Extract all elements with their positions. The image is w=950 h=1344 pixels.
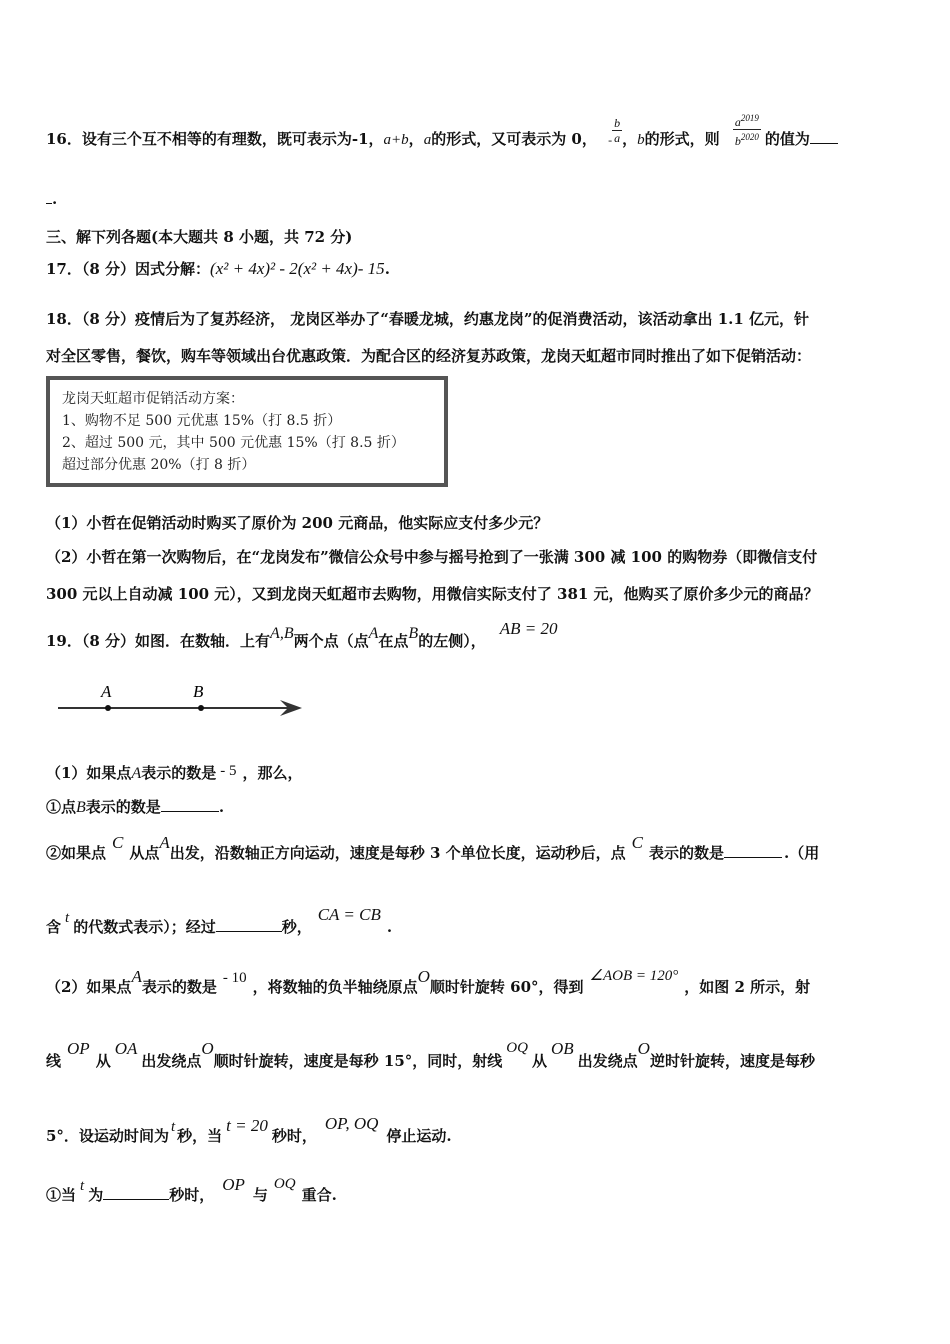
q19-p3-a: 线 bbox=[46, 1052, 62, 1070]
q16-answer-blank[interactable] bbox=[810, 143, 838, 144]
q19-t3: 的左侧）， bbox=[418, 632, 486, 650]
q16-frac-den: a bbox=[614, 130, 621, 145]
q16-prefix: 16．设有三个互不相等的有理数，既可表示为-1， bbox=[46, 130, 384, 148]
point-a-label: A bbox=[101, 682, 112, 701]
q16-suffix: 的值为 bbox=[764, 130, 810, 148]
q19-p2-a: （2）如果点 bbox=[46, 978, 132, 996]
point-b-label: B bbox=[193, 682, 204, 701]
q19-c3-end: . bbox=[386, 918, 393, 936]
q19-c1-a: ①点 bbox=[46, 798, 77, 816]
q16-b: b bbox=[637, 132, 645, 148]
q19-p4-t: t bbox=[170, 1119, 176, 1135]
q19-c2-blank[interactable] bbox=[724, 857, 782, 858]
q19-line bbox=[46, 619, 558, 651]
q17-line bbox=[46, 258, 390, 279]
q16-neg: - bbox=[608, 133, 613, 147]
q16-line bbox=[46, 112, 838, 149]
q19-p2-val: - 10 bbox=[222, 970, 247, 986]
section3-title: 三、解下列各题(本大题共 8 小题，共 72 分) bbox=[46, 228, 353, 246]
promotion-box bbox=[46, 376, 448, 487]
q16-frac2-den: b bbox=[734, 133, 741, 148]
q19-c3-a: 含 bbox=[46, 918, 62, 936]
q19-c2 bbox=[46, 833, 820, 863]
q16-frac2-num-exp: 2019 bbox=[740, 112, 759, 123]
q19-p3-d: 顺时针旋转，速度是每秒 15°，同时，射线 bbox=[213, 1052, 503, 1070]
promotion-rule-2: 2、超过 500 元，其中 500 元优惠 15%（打 8.5 折） bbox=[62, 435, 405, 451]
q19-c1-blank[interactable] bbox=[161, 811, 219, 812]
q19-p5-a: ①当 bbox=[46, 1186, 77, 1204]
q19-c2-C: C bbox=[112, 833, 124, 852]
q16-frac-a2019-over-b2020 bbox=[733, 111, 761, 148]
q19-p5-OQ: OQ bbox=[273, 1176, 296, 1192]
promotion-rule-1: 1、购物不足 500 元优惠 15%（打 8.5 折） bbox=[62, 413, 342, 429]
q19-p3-OQ: OQ bbox=[506, 1040, 528, 1056]
q17-end: . bbox=[384, 260, 390, 278]
q19-A: A bbox=[368, 625, 379, 642]
q19-p5-c: 秒时， bbox=[169, 1186, 215, 1204]
q18-sub2-line1: （2）小哲在第一次购物后，在“龙岗发布”微信公众号中参与摇号抢到了一张满 300 减 100 的购物券（即微信支付 bbox=[46, 548, 818, 566]
q19-p1-c: ，那么， bbox=[242, 764, 303, 782]
q19-B: B bbox=[408, 625, 419, 642]
q18-line1: 18．（8 分）疫情后为了复苏经济， 龙岗区举办了“春暖龙城，约惠龙岗”的促消费活动，该活动拿出 1.1 亿元，针 bbox=[46, 310, 810, 328]
q19-p4-eq: t = 20 bbox=[226, 1116, 268, 1135]
q19-p4-a: 5°．设运动时间为 bbox=[46, 1127, 169, 1145]
q19-p2-O: O bbox=[417, 967, 430, 986]
q19-c2-d: 表示的数是 bbox=[649, 844, 725, 862]
q19-p2-b: 表示的数是 bbox=[141, 978, 217, 996]
q19-p3-c: 出发绕点 bbox=[141, 1052, 202, 1070]
q19-p1-b: 表示的数是 bbox=[141, 764, 217, 782]
q19-c2-C2: C bbox=[631, 833, 643, 852]
q19-c3-eq: CA = CB bbox=[317, 905, 381, 924]
q19-p1-a: （1）如果点 bbox=[46, 764, 132, 782]
q19-c3-b: 的代数式表示）；经过 bbox=[73, 918, 216, 936]
q19-c2-b: 从点 bbox=[129, 844, 160, 862]
q19-part1 bbox=[46, 762, 303, 783]
q16-tail bbox=[46, 190, 57, 208]
q19-part2-q1 bbox=[46, 1175, 337, 1205]
q19-p1-A: A bbox=[131, 765, 142, 782]
q17-expr: (x² + 4x)² - 2(x² + 4x)- 15 bbox=[210, 259, 385, 278]
q19-p2-d: 顺时针旋转 60°，得到 bbox=[429, 978, 584, 996]
q19-t2: 在点 bbox=[378, 632, 409, 650]
q19-p5-OP: OP bbox=[222, 1175, 245, 1194]
q19-p3-O: O bbox=[201, 1039, 214, 1058]
q19-p3-g: 逆时针旋转，速度是每秒 bbox=[649, 1052, 815, 1070]
q19-p2-c: ，将数轴的负半轴绕原点 bbox=[252, 978, 418, 996]
q16-aplusb: a+b bbox=[383, 132, 409, 148]
q19-p4-opoq: OP, OQ bbox=[324, 1114, 379, 1133]
q19-p3-f: 出发绕点 bbox=[577, 1052, 638, 1070]
q19-c3-blank[interactable] bbox=[216, 931, 282, 932]
q19-p5-e: 重合. bbox=[301, 1186, 337, 1204]
q16-comma: ， bbox=[408, 130, 424, 148]
q19-p3-OP: OP bbox=[67, 1039, 90, 1058]
q19-p5-blank[interactable] bbox=[103, 1199, 169, 1200]
q19-p3-b: 从 bbox=[95, 1052, 111, 1070]
q16-frac-b-over-a bbox=[612, 116, 622, 145]
q19-p5-b: 为 bbox=[88, 1186, 104, 1204]
q19-part2-line3 bbox=[46, 1114, 452, 1146]
number-line-figure bbox=[58, 680, 308, 720]
q19-c1 bbox=[46, 796, 224, 817]
q16-frac2-num: a bbox=[734, 114, 741, 129]
q19-c1-B: B bbox=[76, 799, 86, 816]
q19-t1: 两个点（点 bbox=[293, 632, 369, 650]
q19-c1-b: 表示的数是 bbox=[85, 798, 161, 816]
q19-c2-a: ②如果点 bbox=[46, 844, 107, 862]
q19-c2-A: A bbox=[159, 833, 170, 852]
q19-c2-end: .（用 bbox=[784, 844, 820, 862]
q19-p3-e: 从 bbox=[531, 1052, 547, 1070]
q19-c2-c: 出发，沿数轴正方向运动，速度是每秒 3 个单位长度，运动秒后，点 bbox=[169, 844, 626, 862]
q16-frac-num: b bbox=[614, 115, 621, 130]
q19-p1-val: - 5 bbox=[220, 763, 237, 779]
q16-a: a bbox=[423, 132, 432, 148]
q19-p2-e: ，如图 2 所示，射 bbox=[684, 978, 811, 996]
q16-tail-dot: . bbox=[52, 190, 58, 208]
q19-ab-eq: AB = 20 bbox=[499, 619, 558, 638]
point-a-dot bbox=[105, 705, 111, 711]
q19-p2-A: A bbox=[131, 967, 142, 986]
q19-p3-OB: OB bbox=[550, 1039, 574, 1058]
q19-p5-t: t bbox=[80, 1178, 85, 1194]
q16-mid2: 的形式，则 bbox=[644, 130, 720, 148]
q16-mid: 的形式，又可表示为 0， bbox=[431, 130, 597, 148]
point-b-dot bbox=[198, 705, 204, 711]
q19-p4-c: 秒时， bbox=[271, 1127, 317, 1145]
q19-c3-c: 秒， bbox=[281, 918, 312, 936]
q19-p3-O2: O bbox=[637, 1039, 650, 1058]
q19-p2-angle: ∠AOB = 120° bbox=[589, 968, 679, 984]
q19-prefix: 19．（8 分）如图．在数轴．上有 bbox=[46, 632, 271, 650]
q19-ab: A,B bbox=[270, 625, 294, 642]
promotion-title: 龙岗天虹超市促销活动方案： bbox=[62, 391, 244, 407]
q18-line2: 对全区零售，餐饮，购车等领域出台优惠政策．为配合区的经济复苏政策，龙岗天虹超市同时推出了如下促销活动： bbox=[46, 347, 812, 365]
promotion-rule-3: 超过部分优惠 20%（打 8 折） bbox=[62, 457, 256, 473]
q19-p4-d: 停止运动. bbox=[386, 1127, 452, 1145]
q19-p3-OA: OA bbox=[114, 1039, 138, 1058]
q18-sub2-line2: 300 元以上自动减 100 元），又到龙岗天虹超市去购物，用微信实际支付了 381 元，他购买了原价多少元的商品？ bbox=[46, 585, 819, 603]
q19-p5-d: 与 bbox=[252, 1186, 268, 1204]
q16-comma2: ， bbox=[622, 130, 638, 148]
q19-c3-t: t bbox=[65, 910, 70, 926]
q19-p4-b: 秒，当 bbox=[177, 1127, 223, 1145]
q19-c3 bbox=[46, 905, 393, 937]
q19-part2 bbox=[46, 967, 811, 997]
q19-part2-line2 bbox=[46, 1039, 815, 1071]
q17-prefix: 17．（8 分）因式分解： bbox=[46, 260, 211, 278]
q16-frac2-den-exp: 2020 bbox=[740, 131, 759, 142]
q19-c1-end: . bbox=[218, 798, 225, 816]
q18-sub1: （1）小哲在促销活动时购买了原价为 200 元商品，他实际应支付多少元？ bbox=[46, 514, 549, 532]
